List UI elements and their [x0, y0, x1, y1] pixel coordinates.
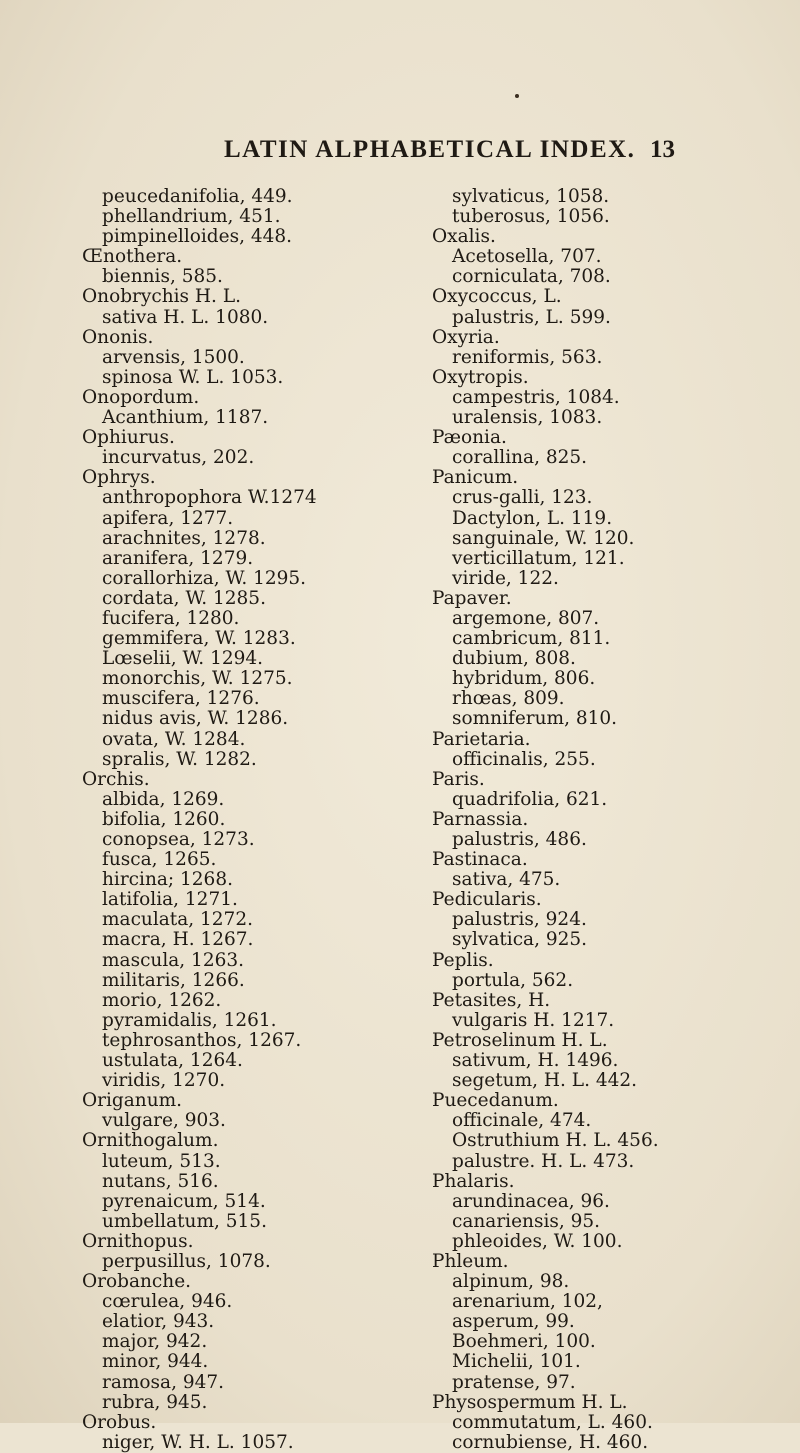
index-species-entry: bifolia, 1260. — [102, 808, 226, 830]
index-species-entry: corallorhiza, W. 1295. — [102, 567, 307, 589]
index-genus-heading: Puecedanum. — [432, 1090, 559, 1112]
index-genus-heading: Oxalis. — [432, 226, 496, 248]
index-species-entry: arvensis, 1500. — [102, 346, 245, 368]
index-species-entry: macra, H. 1267. — [102, 929, 254, 951]
index-species-entry: spralis, W. 1282. — [102, 748, 257, 770]
index-species-entry: palustris, 924. — [452, 909, 587, 931]
index-species-entry: palustris, 486. — [452, 829, 587, 850]
index-species-entry: biennis, 585. — [102, 266, 223, 288]
index-species-entry: sanguinale, W. 120. — [452, 527, 635, 549]
index-species-entry: verticillatum, 121. — [452, 547, 625, 569]
index-species-entry: hircina; 1268. — [102, 869, 233, 891]
index-species-entry: luteum, 513. — [102, 1150, 221, 1172]
index-species-entry: corniculata, 708. — [452, 266, 611, 288]
index-genus-heading: Phalaris. — [432, 1170, 515, 1192]
index-genus-heading: Oxyria. — [432, 326, 500, 348]
index-species-entry: hybridum, 806. — [452, 668, 596, 690]
index-genus-heading: Panicum. — [432, 467, 519, 489]
index-species-entry: Boehmeri, 100. — [452, 1331, 596, 1353]
index-species-entry: phleoides, W. 100. — [452, 1230, 623, 1252]
index-species-entry: portula, 562. — [452, 969, 574, 991]
index-species-entry: pimpinelloides, 448. — [102, 226, 293, 248]
index-species-entry: cambricum, 811. — [452, 628, 611, 650]
index-species-entry: mascula, 1263. — [102, 949, 245, 971]
index-genus-heading: Orchis. — [82, 768, 150, 790]
page-header — [0, 136, 800, 176]
index-species-entry: muscifera, 1276. — [102, 688, 260, 710]
index-species-entry: incurvatus, 202. — [102, 447, 255, 469]
index-species-entry: latifolia, 1271. — [102, 889, 238, 911]
index-species-entry: somniferum, 810. — [452, 708, 618, 730]
index-species-entry: rubra, 945. — [102, 1391, 208, 1413]
index-species-entry: viridis, 1270. — [102, 1070, 226, 1092]
index-species-entry: perpusillus, 1078. — [102, 1250, 271, 1272]
index-species-entry: spinosa W. L. 1053. — [102, 366, 284, 388]
index-genus-heading: Oxytropis. — [432, 366, 529, 388]
index-species-entry: fucifera, 1280. — [102, 607, 240, 629]
index-species-entry: argemone, 807. — [452, 607, 600, 629]
index-genus-heading: Ornithogalum. — [82, 1130, 219, 1152]
index-species-entry: nidus avis, W. 1286. — [102, 708, 289, 730]
index-genus-heading: Petasites, H. — [432, 989, 551, 1011]
index-species-entry: tuberosus, 1056. — [452, 206, 610, 228]
index-species-entry: vulgaris H. 1217. — [452, 1009, 615, 1031]
index-species-entry: segetum, H. L. 442. — [452, 1070, 638, 1092]
index-genus-heading: Pastinaca. — [432, 849, 528, 871]
index-species-entry: conopsea, 1273. — [102, 829, 255, 850]
index-genus-heading: Pedicularis. — [432, 889, 542, 911]
index-genus-heading: Orobanche. — [82, 1271, 192, 1293]
index-species-entry: alpinum, 98. — [452, 1271, 570, 1293]
index-species-entry: militaris, 1266. — [102, 969, 245, 991]
index-genus-heading: Œnothera. — [82, 246, 183, 268]
index-genus-heading: Peplis. — [432, 949, 494, 971]
index-species-entry: Michelii, 101. — [452, 1351, 581, 1373]
index-species-entry: arenarium, 102, — [452, 1291, 603, 1313]
index-genus-heading: Petroselinum H. L. — [432, 1029, 608, 1051]
index-genus-heading: Orobus. — [82, 1411, 157, 1433]
index-species-entry: quadrifolia, 621. — [452, 788, 608, 810]
index-species-entry: apifera, 1277. — [102, 507, 234, 529]
index-species-entry: officinalis, 255. — [452, 748, 596, 770]
index-species-entry: anthropophora W.1274 — [102, 487, 317, 509]
index-species-entry: dubium, 808. — [452, 648, 576, 670]
index-species-entry: maculata, 1272. — [102, 909, 253, 931]
index-species-entry: sativa H. L. 1080. — [102, 306, 269, 328]
index-column-left — [82, 187, 442, 1453]
index-species-entry: canariensis, 95. — [452, 1210, 601, 1232]
index-species-entry: elatior, 943. — [102, 1311, 215, 1333]
page-number: 13 — [650, 136, 675, 163]
index-species-entry: phellandrium, 451. — [102, 206, 281, 228]
index-species-entry: rhœas, 809. — [452, 688, 565, 710]
index-species-entry: Dactylon, L. 119. — [452, 507, 613, 529]
index-species-entry: vulgare, 903. — [102, 1110, 226, 1132]
index-genus-heading: Onopordum. — [82, 386, 200, 408]
index-species-entry: reniformis, 563. — [452, 346, 603, 368]
index-column-right — [432, 187, 792, 1453]
index-species-entry: gemmifera, W. 1283. — [102, 628, 296, 650]
index-species-entry: officinale, 474. — [452, 1110, 592, 1132]
index-species-entry: cœrulea, 946. — [102, 1291, 233, 1313]
index-genus-heading: Paris. — [432, 768, 485, 790]
index-species-entry: morio, 1262. — [102, 989, 222, 1011]
index-genus-heading: Phleum. — [432, 1250, 509, 1272]
index-species-entry: monorchis, W. 1275. — [102, 668, 293, 690]
index-species-entry: niger, W. H. L. 1057. — [102, 1431, 294, 1453]
index-species-entry: asperum, 99. — [452, 1311, 575, 1333]
index-species-entry: crus-galli, 123. — [452, 487, 593, 509]
index-species-entry: sylvatica, 925. — [452, 929, 588, 951]
index-species-entry: pratense, 97. — [452, 1371, 576, 1393]
index-species-entry: cornubiense, H. 460. — [452, 1431, 649, 1453]
index-genus-heading: Parietaria. — [432, 728, 531, 750]
index-species-entry: peucedanifolia, 449. — [102, 186, 293, 207]
index-genus-heading: Ononis. — [82, 326, 154, 348]
page-title: LATIN ALPHABETICAL INDEX. — [224, 136, 636, 163]
index-species-entry: fusca, 1265. — [102, 849, 217, 871]
index-species-entry: Ostruthium H. L. 456. — [452, 1130, 659, 1152]
index-species-entry: palustre. H. L. 473. — [452, 1150, 635, 1172]
index-genus-heading: Origanum. — [82, 1090, 183, 1112]
index-species-entry: corallina, 825. — [452, 447, 588, 469]
index-genus-heading: Ophiurus. — [82, 427, 175, 449]
index-genus-heading: Pæonia. — [432, 427, 507, 449]
index-genus-heading: Papaver. — [432, 587, 512, 609]
index-species-entry: Acetosella, 707. — [452, 246, 602, 268]
index-species-entry: arundinacea, 96. — [452, 1190, 610, 1212]
index-genus-heading: Parnassia. — [432, 808, 529, 830]
index-species-entry: ramosa, 947. — [102, 1371, 225, 1393]
index-species-entry: Lœselii, W. 1294. — [102, 648, 264, 670]
index-species-entry: palustris, L. 599. — [452, 306, 611, 328]
index-species-entry: pyramidalis, 1261. — [102, 1009, 277, 1031]
index-species-entry: Acanthium, 1187. — [102, 407, 269, 429]
index-species-entry: sylvaticus, 1058. — [452, 186, 610, 207]
index-genus-heading: Ophrys. — [82, 467, 156, 489]
index-species-entry: nutans, 516. — [102, 1170, 219, 1192]
index-species-entry: albida, 1269. — [102, 788, 225, 810]
index-species-entry: sativa, 475. — [452, 869, 561, 891]
index-species-entry: cordata, W. 1285. — [102, 587, 266, 609]
index-species-entry: aranifera, 1279. — [102, 547, 254, 569]
index-genus-heading: Onobrychis H. L. — [82, 286, 241, 308]
index-species-entry: campestris, 1084. — [452, 386, 620, 408]
index-genus-heading: Oxycoccus, L. — [432, 286, 562, 308]
ink-spot — [515, 94, 519, 98]
index-species-entry: pyrenaicum, 514. — [102, 1190, 266, 1212]
index-species-entry: major, 942. — [102, 1331, 208, 1353]
index-genus-heading: Ornithopus. — [82, 1230, 194, 1252]
index-species-entry: ustulata, 1264. — [102, 1050, 243, 1072]
index-species-entry: arachnites, 1278. — [102, 527, 266, 549]
index-species-entry: minor, 944. — [102, 1351, 209, 1373]
index-genus-heading: Physospermum H. L. — [432, 1391, 628, 1413]
index-species-entry: commutatum, L. 460. — [452, 1411, 653, 1433]
index-species-entry: ovata, W. 1284. — [102, 728, 246, 750]
index-species-entry: umbellatum, 515. — [102, 1210, 267, 1232]
index-species-entry: sativum, H. 1496. — [452, 1050, 619, 1072]
index-species-entry: viride, 122. — [452, 567, 559, 589]
index-species-entry: tephrosanthos, 1267. — [102, 1029, 302, 1051]
index-species-entry: uralensis, 1083. — [452, 407, 603, 429]
